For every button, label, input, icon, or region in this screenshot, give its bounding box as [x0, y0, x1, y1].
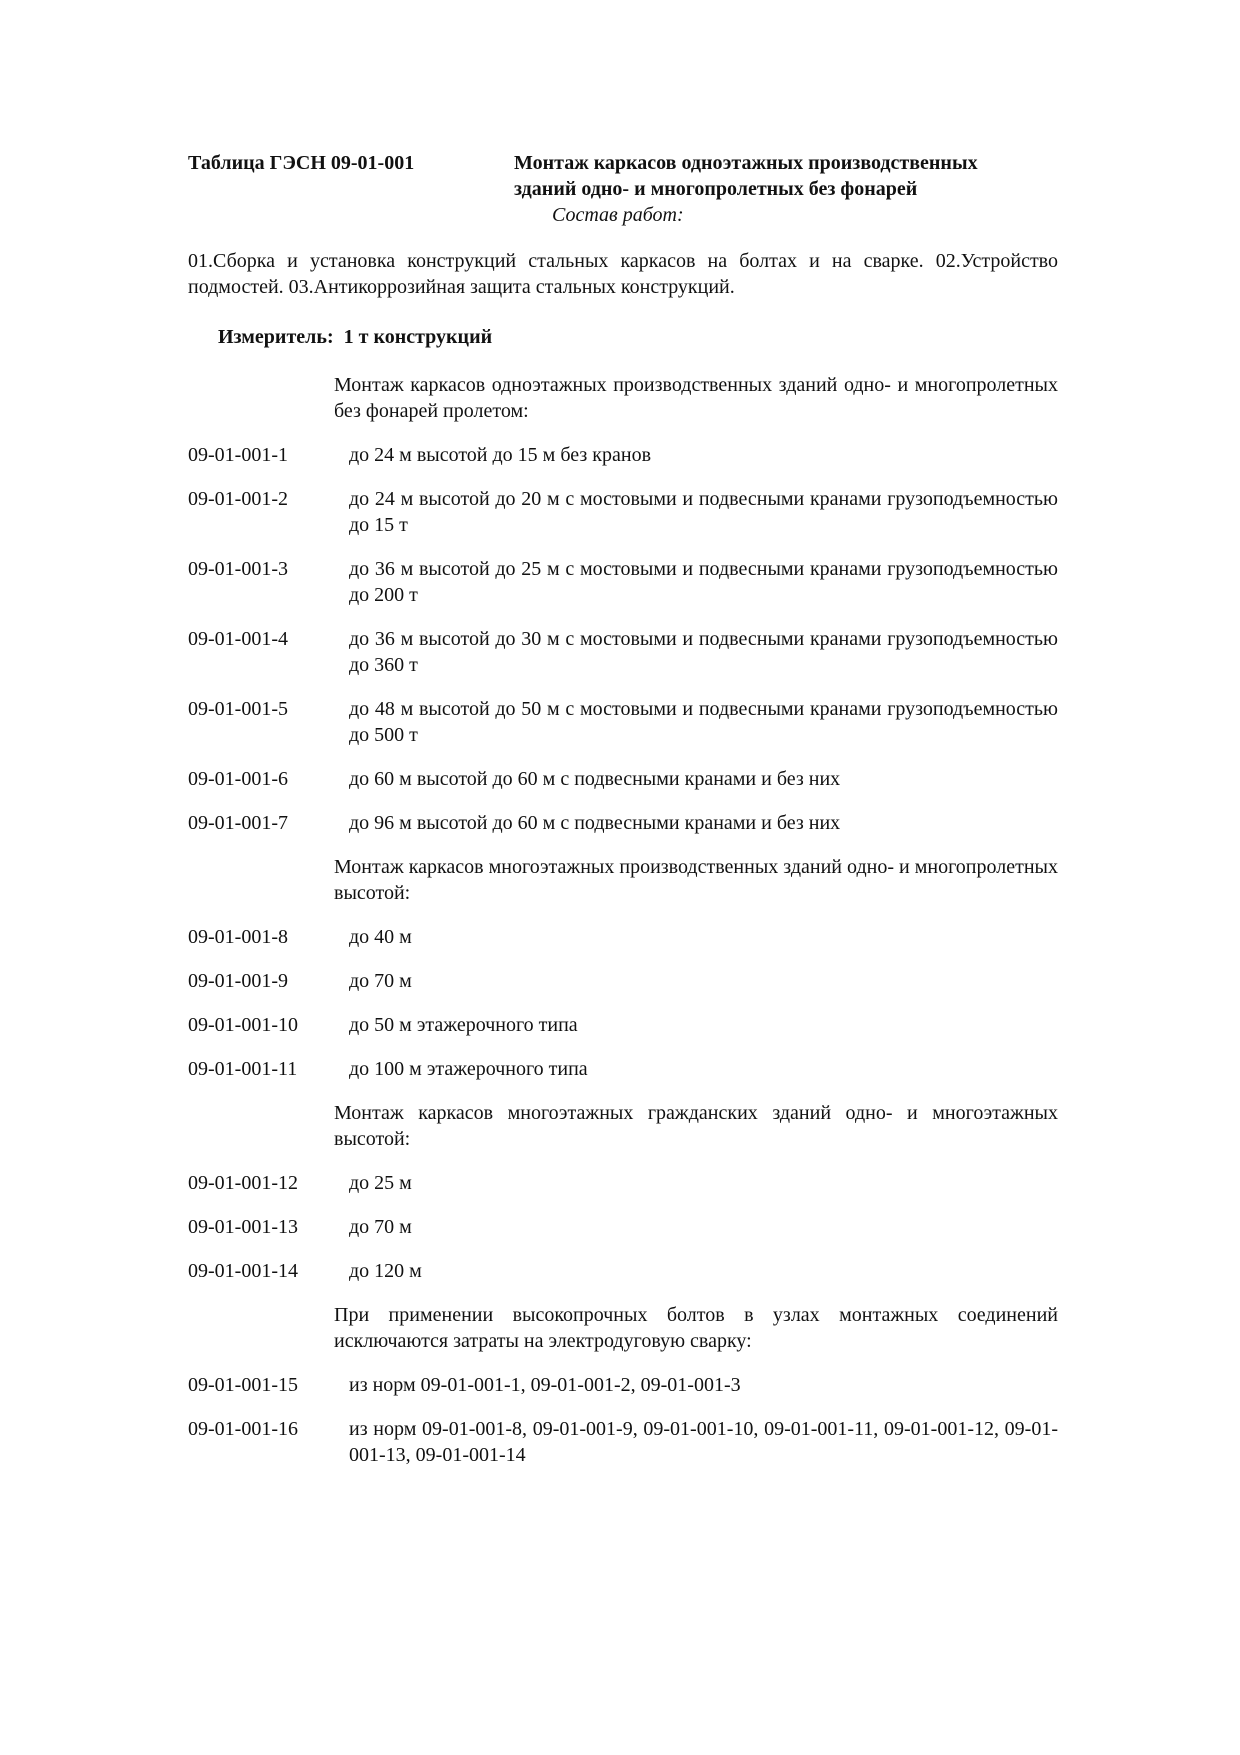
norm-row [188, 1012, 1058, 1038]
meter-label: Измеритель: [218, 326, 334, 348]
norm-text: до 96 м высотой до 60 м с подвесными кранами и без них [349, 812, 841, 834]
norm-code: 09-01-001-7 [188, 812, 288, 834]
works-subtitle: Состав работ: [552, 204, 684, 226]
norm-row [188, 1056, 1058, 1082]
norm-text: до 24 м высотой до 15 м без кранов [349, 444, 652, 466]
group-heading: Монтаж каркасов одноэтажных производственных зданий одно- и многопролетных без фонарей пролетом: [334, 374, 1058, 422]
norm-text: до 36 м высотой до 25 м с мостовыми и подвесными кранами грузоподъемностью до 200 т [349, 558, 1058, 606]
norm-code: 09-01-001-3 [188, 558, 288, 580]
norm-text: до 24 м высотой до 20 м с мостовыми и подвесными кранами грузоподъемностью до 15 т [349, 488, 1058, 536]
norm-code: 09-01-001-6 [188, 768, 288, 790]
norm-row [188, 486, 1058, 538]
norm-text: до 120 м [349, 1260, 422, 1282]
norm-code: 09-01-001-14 [188, 1260, 298, 1282]
norm-row [188, 442, 1058, 468]
group-heading: Монтаж каркасов многоэтажных гражданских зданий одно- и многоэтажных высотой: [334, 1102, 1058, 1150]
norm-text: до 25 м [349, 1172, 412, 1194]
group-heading: При применении высокопрочных болтов в узлах монтажных соединений исключаются затраты на электродуговую сварку: [334, 1304, 1058, 1352]
norm-text: из норм 09-01-001-1, 09-01-001-2, 09-01-001-3 [349, 1374, 741, 1396]
norm-row [188, 696, 1058, 748]
norm-row [188, 810, 1058, 836]
norm-list [188, 372, 1058, 1486]
meter-value: 1 т конструкций [343, 326, 493, 348]
norm-code: 09-01-001-9 [188, 970, 288, 992]
norm-text: до 48 м высотой до 50 м с мостовыми и подвесными кранами грузоподъемностью до 500 т [349, 698, 1058, 746]
norm-row [188, 1258, 1058, 1284]
norm-code: 09-01-001-4 [188, 628, 288, 650]
norm-row [188, 924, 1058, 950]
works-description: 01.Сборка и установка конструкций стальных каркасов на болтах и на сварке. 02.Устройство подмостей. 03.Антикоррозийная защита стальных конструкций. [188, 250, 1058, 298]
table-title: Монтаж каркасов одноэтажных производственных зданий одно- и многопролетных без фонарей [514, 152, 978, 200]
norm-code: 09-01-001-16 [188, 1418, 298, 1440]
norm-row [188, 1170, 1058, 1196]
norm-text: до 100 м этажерочного типа [349, 1058, 588, 1080]
norm-row [188, 766, 1058, 792]
norm-row [188, 626, 1058, 678]
norm-code: 09-01-001-15 [188, 1374, 298, 1396]
norm-row [188, 1372, 1058, 1398]
norm-code: 09-01-001-2 [188, 488, 288, 510]
norm-row [188, 968, 1058, 994]
norm-text: до 40 м [349, 926, 412, 948]
norm-code: 09-01-001-5 [188, 698, 288, 720]
group-heading: Монтаж каркасов многоэтажных производственных зданий одно- и многопролетных высотой: [334, 856, 1058, 904]
norm-text: до 60 м высотой до 60 м с подвесными кранами и без них [349, 768, 841, 790]
norm-text: из норм 09-01-001-8, 09-01-001-9, 09-01-001-10, 09-01-001-11, 09-01-001-12, 09-01-001-13, 09-01-001-14 [349, 1418, 1058, 1466]
norm-text: до 36 м высотой до 30 м с мостовыми и подвесными кранами грузоподъемностью до 360 т [349, 628, 1058, 676]
norm-row [188, 1214, 1058, 1240]
norm-row [188, 1416, 1058, 1468]
table-id: Таблица ГЭСН 09-01-001 [188, 152, 415, 174]
norm-code: 09-01-001-8 [188, 926, 288, 948]
norm-text: до 70 м [349, 1216, 412, 1238]
norm-code: 09-01-001-10 [188, 1014, 298, 1036]
norm-code: 09-01-001-11 [188, 1058, 298, 1080]
norm-row [188, 556, 1058, 608]
norm-code: 09-01-001-1 [188, 444, 288, 466]
norm-text: до 70 м [349, 970, 412, 992]
norm-code: 09-01-001-12 [188, 1172, 298, 1194]
norm-text: до 50 м этажерочного типа [349, 1014, 578, 1036]
norm-code: 09-01-001-13 [188, 1216, 298, 1238]
meter-line [218, 324, 492, 350]
